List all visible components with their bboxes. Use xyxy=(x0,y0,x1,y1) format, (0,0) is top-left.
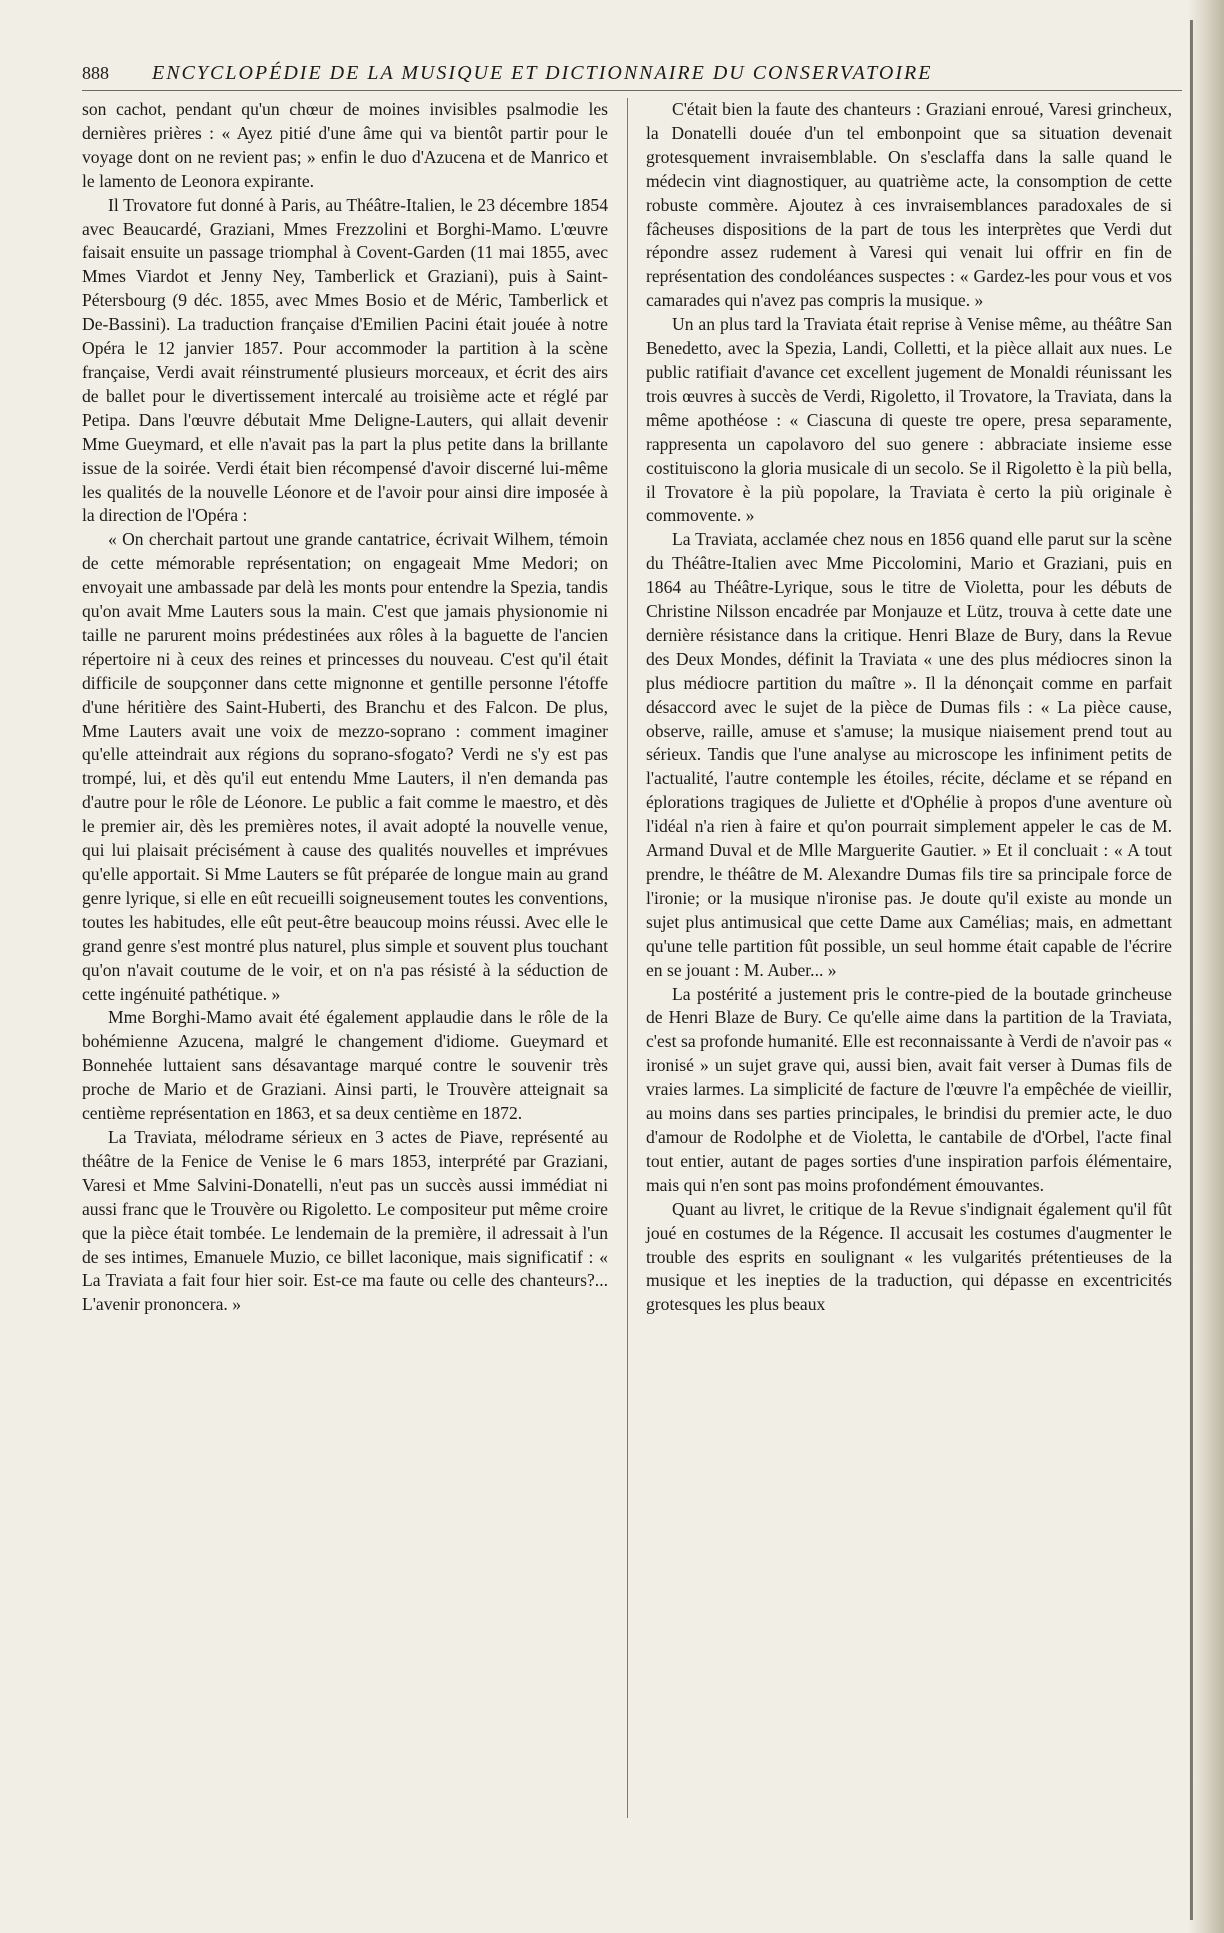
header-rule xyxy=(82,90,1182,91)
paragraph: Mme Borghi-Mamo avait été également applaudie dans le rôle de la bohémienne Azucena, malgré le changement d'idiome. Gueymard et Bonnehée luttaient sans désavantage marqué contre le souvenir très proche de Mario et de Graziani. Ainsi parti, le Trouvère atteignait sa centième représentation en 1863, et sa deux centième en 1872. xyxy=(82,1007,608,1124)
paragraph: Il Trovatore fut donné à Paris, au Théâtre-Italien, le 23 décembre 1854 avec Beaucardé, Graziani, Mmes Frezzolini et Borghi-Mamo. L'œuvre faisait ensuite un passage triomphal à Covent-Garden (11 mai 1855, avec Mmes Viardot et Jenny Ney, Tamberlick et Graziani), puis à Saint-Pétersbourg (9 déc. 1855, avec Mmes Bosio et de Méric, Tamberlick et De-Bassini). La traduction française d'Emilien Pacini était jouée à notre Opéra le 12 janvier 1857. Pour accommoder la partition à la scène française, Verdi avait réinstrumenté plusieurs morceaux, et écrit des airs de ballet pour le divertissement intercalé au troisième acte et réglé par Petipa. Dans l'œuvre débutait Mme Deligne-Lauters, qui allait devenir Mme Gueymard, et elle n'avait pas la part la plus petite dans la brillante issue de la soirée. Verdi était bien récompensé d'avoir discerné lui-même les qualités de la nouvelle Léonore et de l'avoir pour ainsi dire imposée à la direction de l'Opéra : xyxy=(82,194,608,526)
page-header xyxy=(82,62,1182,92)
paragraph: Un an plus tard la Traviata était reprise à Venise même, au théâtre San Benedetto, avec la Spezia, Landi, Colletti, et la pièce allait aux nues. Le public ratifiait d'avance cet excellent jugement de Monaldi réunissant les trois œuvres à succès de Verdi, Rigoletto, il Trovatore, la Traviata, dans la même apothéose : « Ciascuna di queste tre opere, presa separamente, rappresenta un capolavoro del suo genere : abbraciate insieme esse costituiscono la gloria musicale di un secolo. Se il Rigoletto è la più bella, il Trovatore è la più popolare, la Traviata è certo la più originale è commovente. » xyxy=(646,314,1172,526)
page-edge-shadow xyxy=(1188,0,1224,1933)
paragraph: son cachot, pendant qu'un chœur de moines invisibles psalmodie les dernières prières : « Ayez pitié d'une âme qui va bientôt partir pour le voyage dont on ne revient pas; » enfin le duo d'Azucena et de Manrico et le lamento de Leonora expirante. xyxy=(82,99,608,191)
paragraph: « On cherchait partout une grande cantatrice, écrivait Wilhem, témoin de cette mémorable représentation; on engageait Mme Medori; on envoyait une ambassade par delà les monts pour entendre la Spezia, tandis qu'on avait Mme Lauters sous la main. C'est que jamais physionomie ni taille ne parurent moins prédestinées aux rôles à la baguette de l'ancien répertoire ni à ceux des reines et princesses du nouveau. C'est qu'il était difficile de soupçonner dans cette mignonne et gentille personne l'étoffe d'une héritière des Saint-Huberti, des Branchu et des Falcon. De plus, Mme Lauters avait une voix de mezzo-soprano : comment imaginer qu'elle atteindrait aux régions du soprano-sfogato? Verdi ne s'y est pas trompé, lui, et dès qu'il eut entendu Mme Lauters, il n'en demanda pas d'autre pour le rôle de Léonore. Le public a fait comme le maestro, et dès le premier air, dès les premières notes, il avait adopté la nouvelle venue, qui lui plaisait précisément à cause des qualités nouvelles et imprévues qu'elle apportait. Si Mme Lauters se fût préparée de longue main au grand genre lyrique, si elle en eût recueilli soigneusement toutes les conventions, toutes les habitudes, elle eût peut-être beaucoup moins réussi. Avec elle le grand genre s'est montré plus naturel, plus simple et souvent plus touchant qu'on n'avait coutume de le voir, et on n'a pas résisté à la séduction de cette ingénuité pathétique. » xyxy=(82,529,608,1004)
running-title: ENCYCLOPÉDIE DE LA MUSIQUE ET DICTIONNAIRE DU CONSERVATOIRE xyxy=(152,62,933,84)
paragraph: La postérité a justement pris le contre-pied de la boutade grincheuse de Henri Blaze de Bury. Ce qu'elle aime dans la partition de la Traviata, c'est sa profonde humanité. Elle est reconnaissante à Verdi de n'avoir pas « ironisé » un sujet grave qui, aussi bien, avait fait verser à Dumas fils de vraies larmes. La simplicité de facture de l'œuvre l'a empêchée de vieillir, au moins dans ses parties principales, le brindisi du premier acte, le duo d'amour de Rodolphe et de Violetta, le cantabile de d'Orbel, l'acte final tout entier, autant de pages sorties d'une inspiration parfois élémentaire, mais qui n'en sont pas moins profondément émouvantes. xyxy=(646,983,1172,1195)
left-column xyxy=(82,98,608,1317)
column-divider xyxy=(627,98,628,1818)
right-column xyxy=(646,98,1172,1317)
paragraph: La Traviata, mélodrame sérieux en 3 actes de Piave, représenté au théâtre de la Fenice de Venise le 6 mars 1853, interprété par Graziani, Varesi et Mme Salvini-Donatelli, n'eut pas un succès aussi immédiat ni aussi franc que le Trouvère ou Rigoletto. Le compositeur put même croire que la pièce était tombée. Le lendemain de la première, il adressait à l'un de ses intimes, Emanuele Muzio, ce billet laconique, mais significatif : « La Traviata a fait four hier soir. Est-ce ma faute ou celle des chanteurs?... L'avenir prononcera. » xyxy=(82,1126,608,1315)
paragraph: La Traviata, acclamée chez nous en 1856 quand elle parut sur la scène du Théâtre-Italien avec Mme Piccolomini, Mario et Graziani, puis en 1864 au Théâtre-Lyrique, sous le titre de Violetta, pour les débuts de Christine Nilsson encadrée par Monjauze et Lütz, trouva à cette date une dernière résistance dans la critique. Henri Blaze de Bury, dans la Revue des Deux Mondes, définit la Traviata « une des plus médiocres sinon la plus médiocre partition du maître ». Il la dénonçait comme en parfait désaccord avec le sujet de la pièce de Dumas fils : « La pièce cause, observe, raille, amuse et s'amuse; la musique niaisement prend tout au sérieux. Tandis que l'une analyse au microscope les infiniment petits de l'actualité, l'autre contemple les étoiles, récite, déclame et se répand en éplorations tragiques de Juliette et d'Ophélie à propos d'une aventure où l'idéal n'a rien à faire et qu'on pourrait simplement appeler le cas de M. Armand Duval et de Mlle Marguerite Gautier. » Et il concluait : « A tout prendre, le théâtre de M. Alexandre Dumas fils tire sa principale force de l'ironie; or la musique n'ironise pas. Je doute qu'il existe au monde un sujet plus antimusical que cette Dame aux Camélias; mais, en admettant qu'une telle partition fût possible, un seul homme était capable de l'écrire en se jouant : M. Auber... » xyxy=(646,529,1172,980)
page-number: 888 xyxy=(82,63,109,83)
paragraph: Quant au livret, le critique de la Revue s'indignait également qu'il fût joué en costumes de la Régence. Il accusait les costumes d'augmenter le trouble des esprits en soulignant « les vulgarités prétentieuses de la musique et les inepties de la traduction, qui dépasse en excentricités grotesques les plus beaux xyxy=(646,1198,1172,1315)
paragraph: C'était bien la faute des chanteurs : Graziani enroué, Varesi grincheux, la Donatelli douée d'un tel embonpoint que sa situation devenait grotesquement invraisemblable. On s'esclaffa dans la salle quand le médecin vint diagnostiquer, au quatrième acte, la consomption de cette robuste commère. Ajoutez à ces invraisemblances paradoxales de si fâcheuses dispositions de la part de tous les interprètes que Verdi dut répondre assez rudement à Varesi qui venait lui offrir en fin de représentation des condoléances suspectes : « Gardez-les pour vous et vos camarades qui n'avez pas compris la musique. » xyxy=(646,99,1172,311)
